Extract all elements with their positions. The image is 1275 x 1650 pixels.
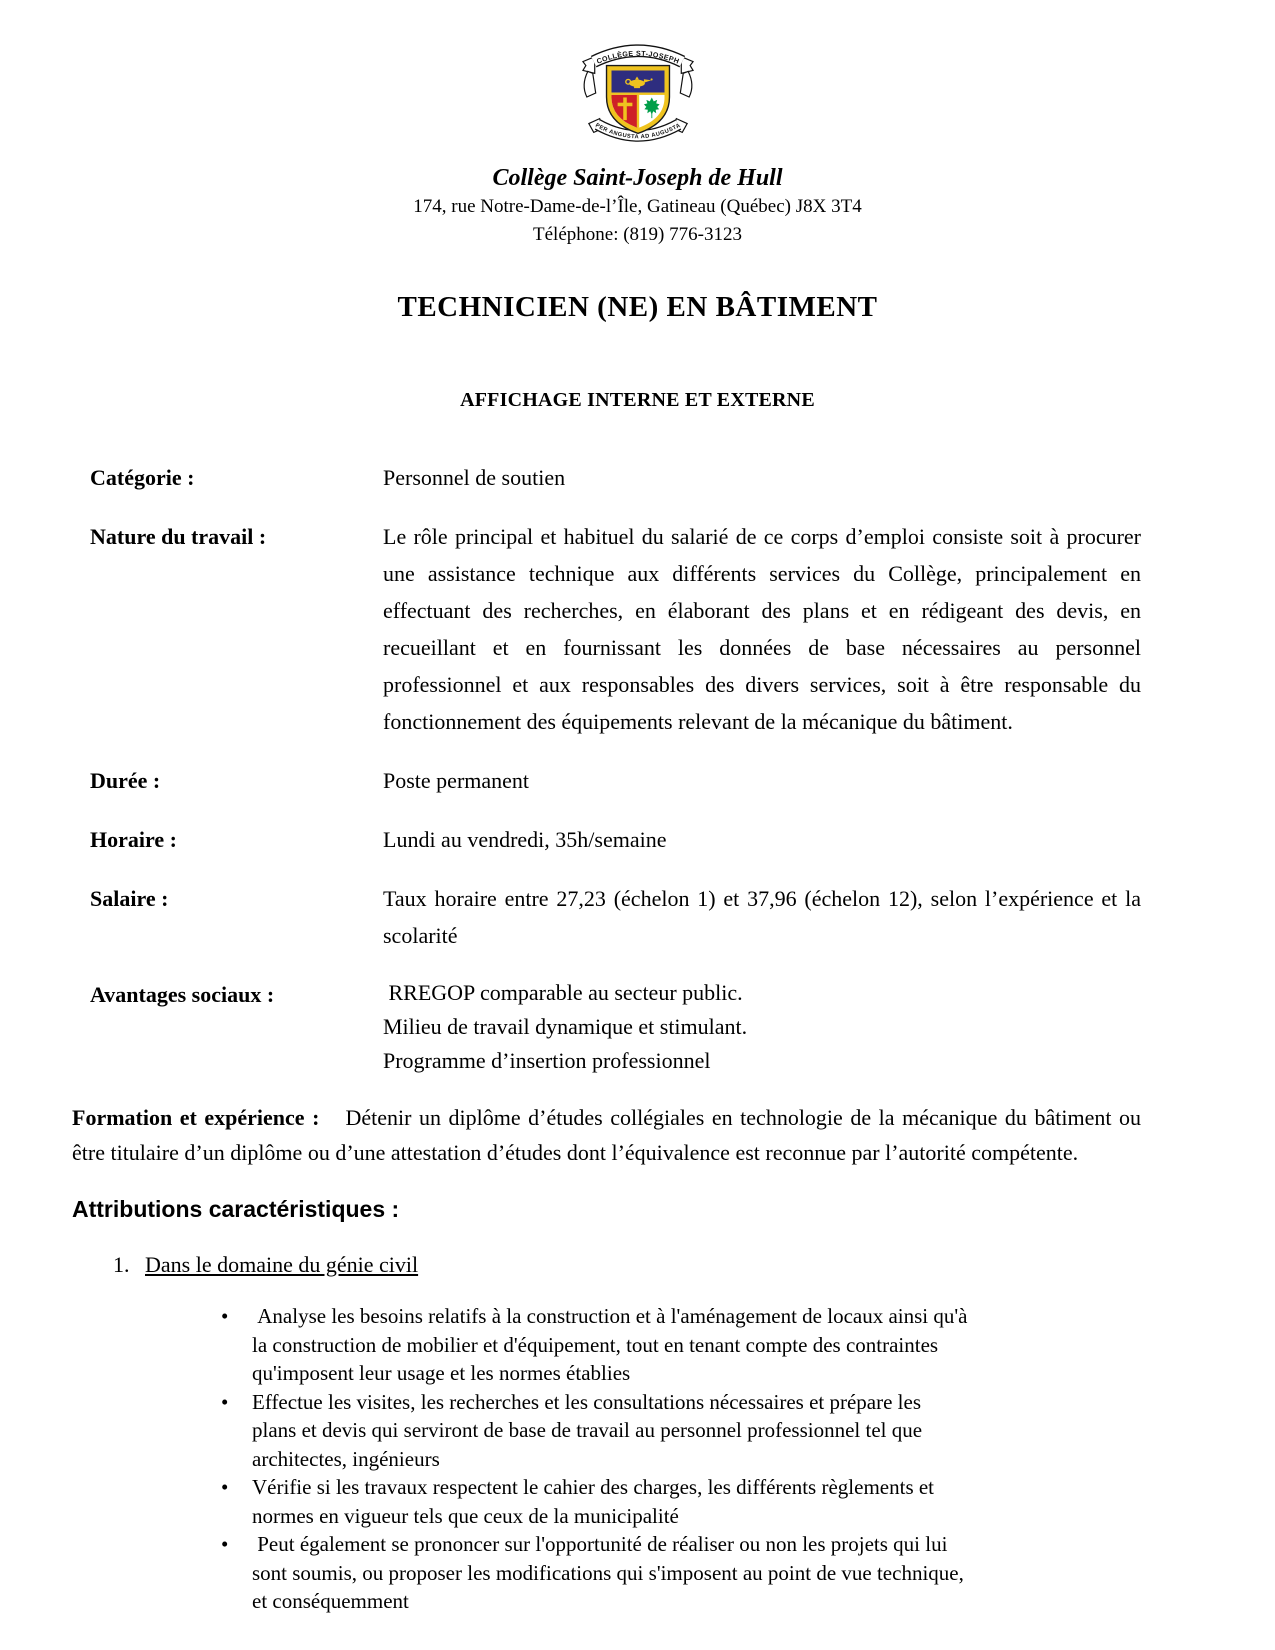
field-row-salaire xyxy=(90,880,1141,954)
formation-paragraph xyxy=(72,1100,1141,1170)
avantage-line: Milieu de travail dynamique et stimulant. xyxy=(383,1014,748,1039)
college-crest-logo xyxy=(0,0,1275,161)
attributions-heading: Attributions caractéristiques : xyxy=(72,1196,400,1222)
bullet-item: • Analyse les besoins relatifs à la construction et à l'aménagement de locaux ainsi qu'à la construction de mobilier et d'équipement, tout en tenant compte des contraintes qu'imposent leur usage et les normes établies xyxy=(252,1302,968,1388)
field-row-nature-du-travail xyxy=(90,518,1141,740)
formation-text: Détenir un diplôme d’études collégiales en technologie de la mécanique du bâtiment ou être titulaire d’un diplôme ou d’une attestation d’études dont l’équivalence est reconnue par l’autorité compétente. xyxy=(72,1105,1142,1165)
avantage-line: Programme d’insertion professionnel xyxy=(383,1048,711,1073)
avantage-line: RREGOP comparable au secteur public. xyxy=(383,980,743,1005)
field-row-avantages-sociaux xyxy=(90,976,1141,1078)
field-label-salaire: Salaire : xyxy=(90,886,169,911)
bullet-item: • Peut également se prononcer sur l'opportunité de réaliser ou non les projets qui lui sont soumis, ou proposer les modifications qui s'imposent au point de vue technique, et conséquemment xyxy=(252,1530,968,1616)
college-phone: Téléphone: (819) 776-3123 xyxy=(533,224,742,245)
college-address: 174, rue Notre-Dame-de-l’Île, Gatineau (Québec) J8X 3T4 xyxy=(413,196,862,217)
field-row-categorie xyxy=(90,459,1141,496)
section-1-title: Dans le domaine du génie civil xyxy=(145,1252,419,1277)
field-label-nature-du-travail: Nature du travail : xyxy=(90,524,267,549)
job-fields xyxy=(90,459,1141,1078)
field-value-duree: Poste permanent xyxy=(383,768,530,793)
crest-top-banner xyxy=(593,50,682,66)
section-1-bullet-list xyxy=(252,1302,973,1616)
field-value-nature-du-travail: Le rôle principal et habituel du salarié de ce corps d’emploi consiste soit à procurer une assistance technique aux différents services du Collège, principalement en effectuant des recherches, en élaborant des plans et en rédigeant des devis, en recueillant et en fournissant les données de base nécessaires au personnel professionnel et aux responsables des divers services, soit à être responsable du fonctionnement des équipements relevant de la mécanique du bâtiment. xyxy=(383,524,1141,734)
section-1-number: 1. xyxy=(113,1252,130,1277)
bullet-item: • Vérifie si les travaux respectent le cahier des charges, les différents règlements et normes en vigueur tels que ceux de la municipalité xyxy=(252,1473,968,1530)
field-row-horaire xyxy=(90,821,1141,858)
formation-label: Formation et expérience : xyxy=(72,1105,320,1130)
field-value-horaire: Lundi au vendredi, 35h/semaine xyxy=(383,827,667,852)
crest-icon xyxy=(574,36,702,156)
crest-motto-text: PER ANGUSTA AD AUGUSTA xyxy=(593,122,682,141)
field-label-horaire: Horaire : xyxy=(90,827,177,852)
job-title: TECHNICIEN (NE) EN BÂTIMENT xyxy=(397,291,878,323)
field-label-duree: Durée : xyxy=(90,768,161,793)
field-row-duree xyxy=(90,762,1141,799)
field-label-categorie: Catégorie : xyxy=(90,465,195,490)
field-value-categorie: Personnel de soutien xyxy=(383,465,566,490)
field-label-avantages-sociaux: Avantages sociaux : xyxy=(90,982,275,1007)
college-name: Collège Saint-Joseph de Hull xyxy=(492,165,783,191)
bullet-item: • Effectue les visites, les recherches et les consultations nécessaires et prépare les plans et devis qui serviront de base de travail au personnel professionnel tel que architectes, ingénieurs xyxy=(252,1388,968,1474)
crest-top-banner-text: COLLÈGE ST-JOSEPH xyxy=(595,49,680,66)
field-value-avantages-sociaux xyxy=(383,976,1141,1078)
field-value-salaire: Taux horaire entre 27,23 (échelon 1) et 37,96 (échelon 12), selon l’expérience et la scolarité xyxy=(383,886,1141,948)
section-1-heading xyxy=(113,1250,1275,1280)
crest-shield xyxy=(606,66,669,135)
posting-type-subtitle: AFFICHAGE INTERNE ET EXTERNE xyxy=(460,389,815,411)
